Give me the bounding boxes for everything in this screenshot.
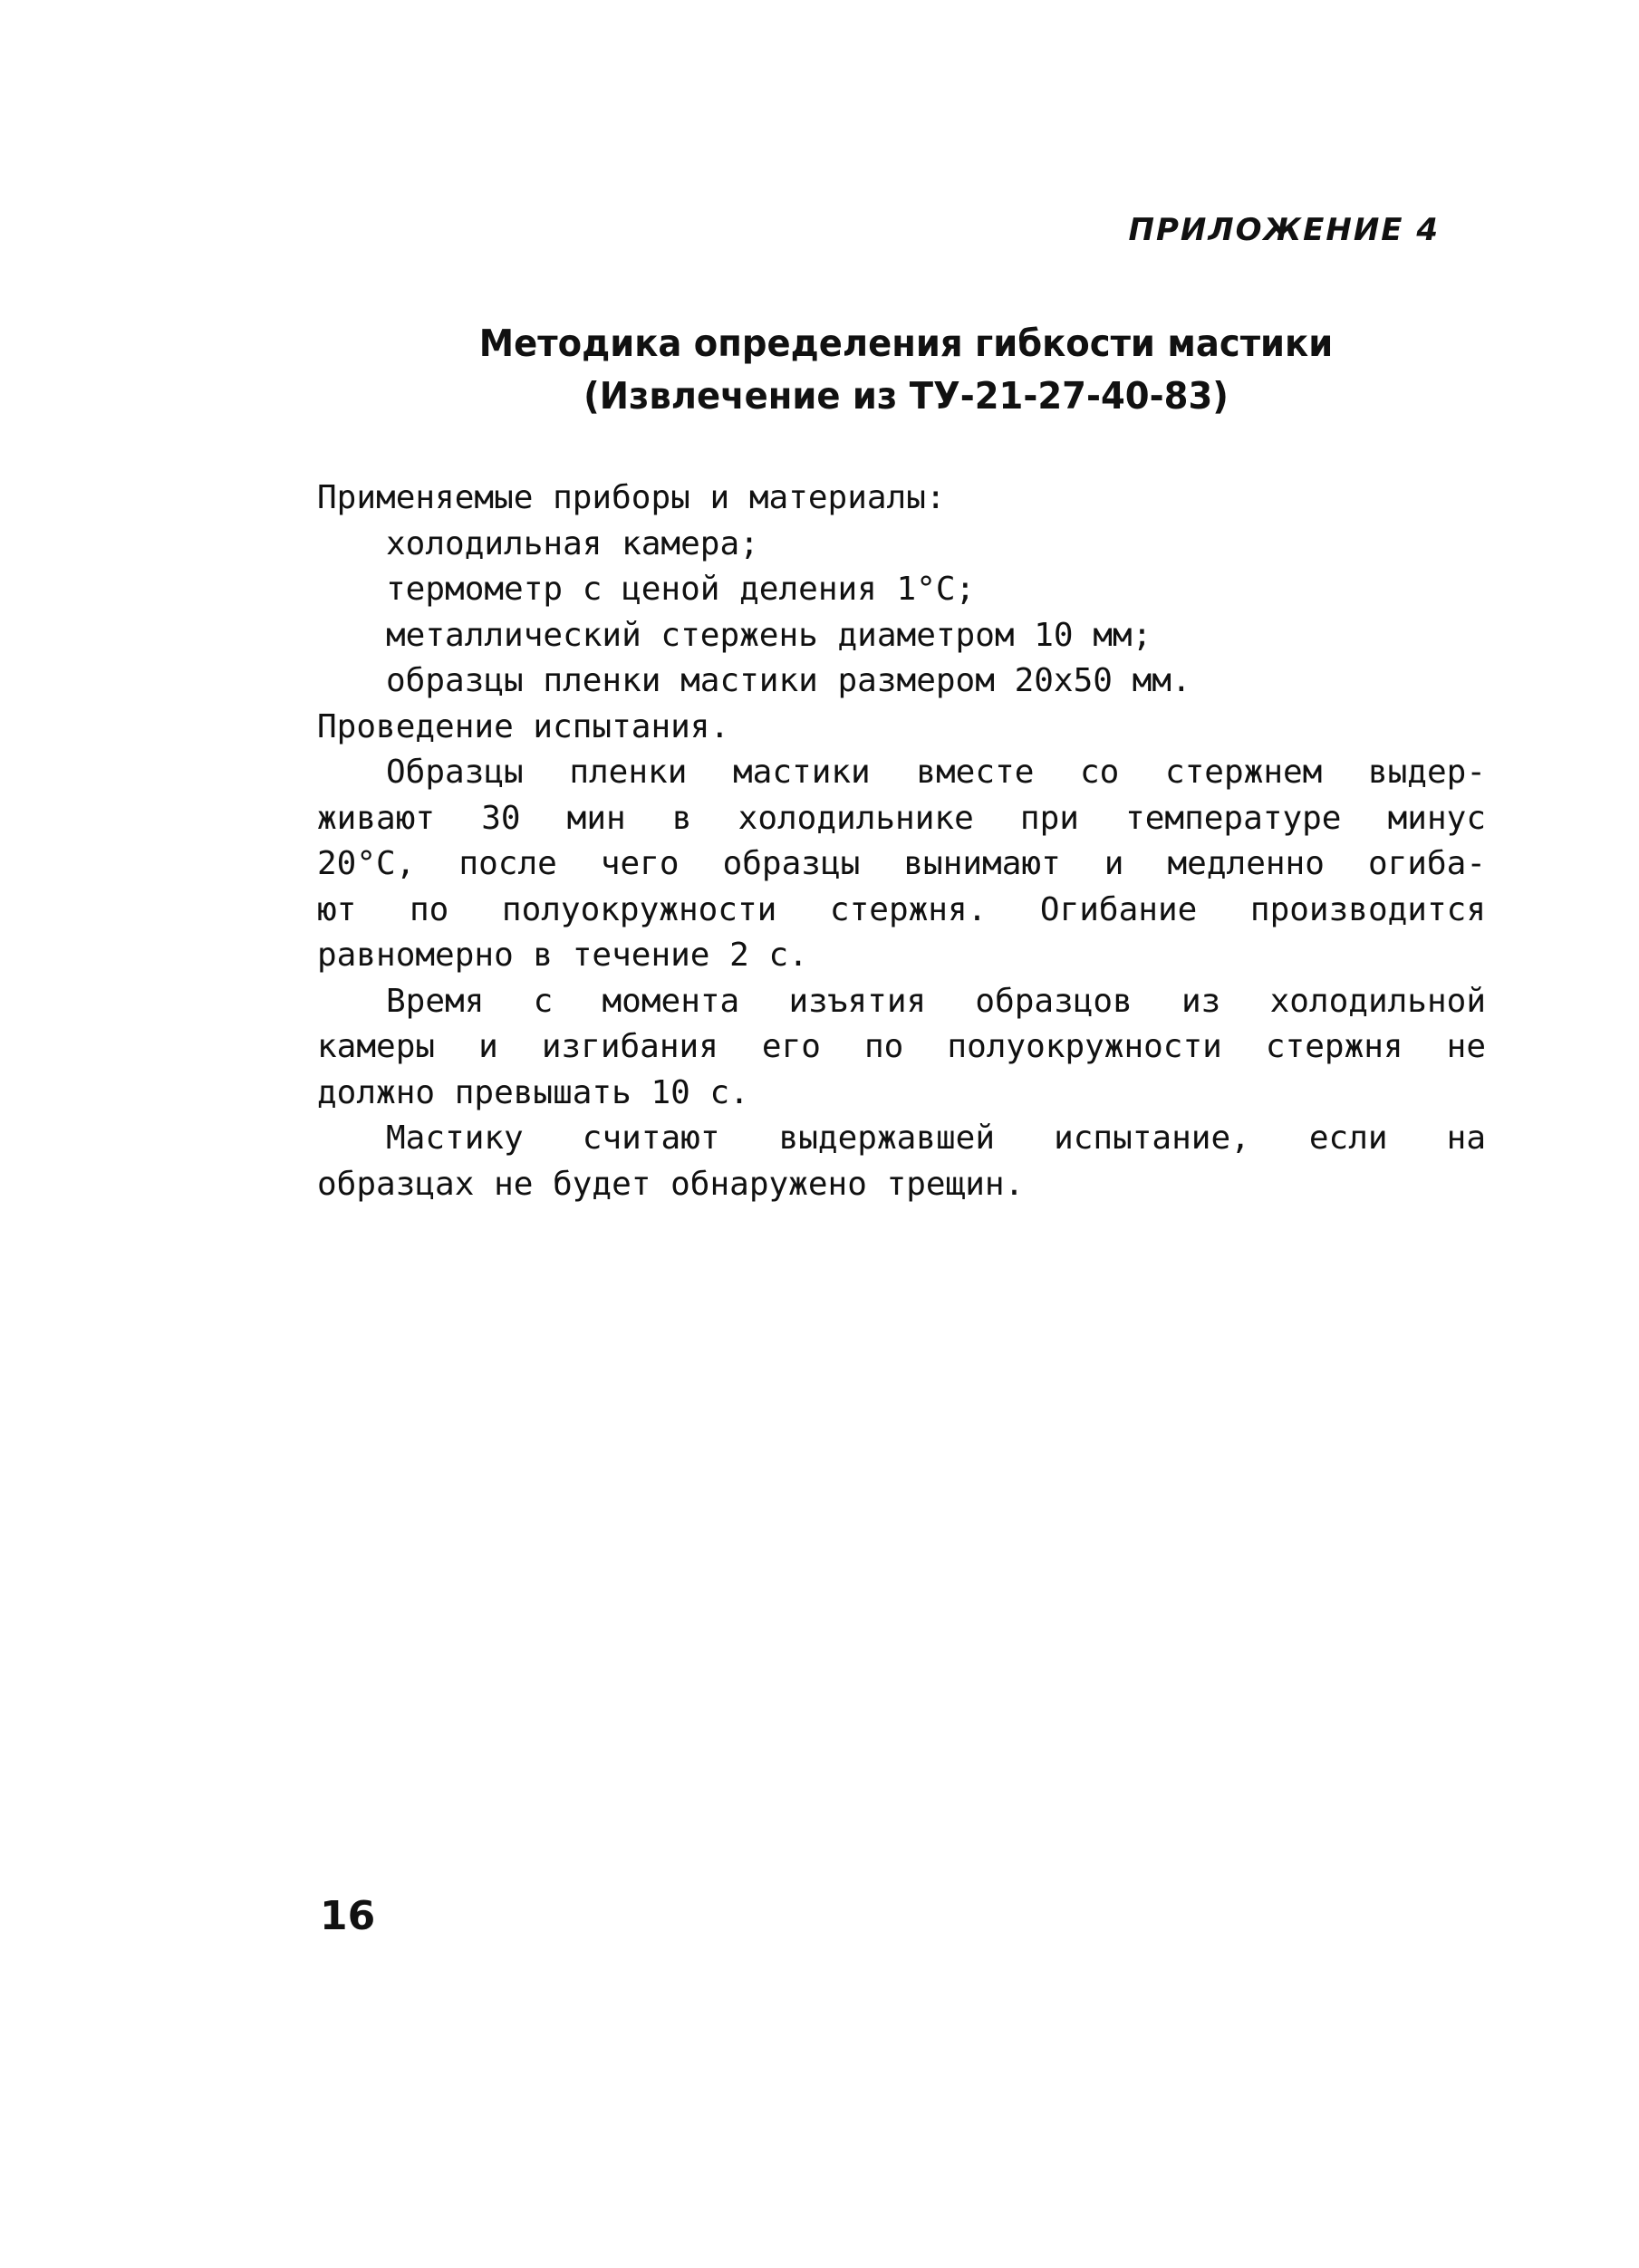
title-line-1: Методика определения гибкости мастики: [478, 322, 1334, 365]
paragraph-1-line: равномерно в течение 2 с.: [317, 937, 808, 974]
paragraph-1-line: живают 30 мин в холодильнике при температуре минус: [317, 799, 1486, 837]
paragraph-1-line: Образцы пленки мастики вместе со стержнем выдер-: [386, 754, 1486, 791]
equipment-item: металлический стержень диаметром 10 мм;: [386, 616, 1152, 654]
paragraph-2-line: камеры и изгибания его по полуокружности стержня не: [317, 1028, 1486, 1065]
paragraph-3-line: образцах не будет обнаружено трещин.: [317, 1165, 1025, 1203]
paragraph-1-line: ют по полуокружности стержня. Огибание производится: [317, 890, 1486, 928]
equipment-item: термометр с ценой деления 1°С;: [386, 571, 976, 608]
document-body: [317, 476, 1486, 1207]
document-title: [361, 317, 1451, 422]
paragraph-1-line: 20°С, после чего образцы вынимают и медленно огиба-: [317, 845, 1486, 882]
equipment-item: образцы пленки мастики размером 20x50 мм.: [386, 662, 1191, 699]
title-line-2: (Извлечение из ТУ-21-27-40-83): [583, 374, 1229, 418]
paragraph-2-line: должно превышать 10 с.: [317, 1073, 749, 1111]
equipment-heading: Применяемые приборы и материалы:: [317, 479, 946, 516]
page-number: 16: [320, 1893, 376, 1939]
equipment-item: холодильная камера;: [386, 524, 759, 562]
paragraph-3-line: Мастику считают выдержавшей испытание, если на: [386, 1120, 1486, 1157]
paragraph-2-line: Время с момента изъятия образцов из холодильной: [386, 982, 1486, 1020]
procedure-heading: Проведение испытания.: [317, 707, 730, 745]
appendix-label: ПРИЛОЖЕНИЕ 4: [1128, 212, 1440, 248]
